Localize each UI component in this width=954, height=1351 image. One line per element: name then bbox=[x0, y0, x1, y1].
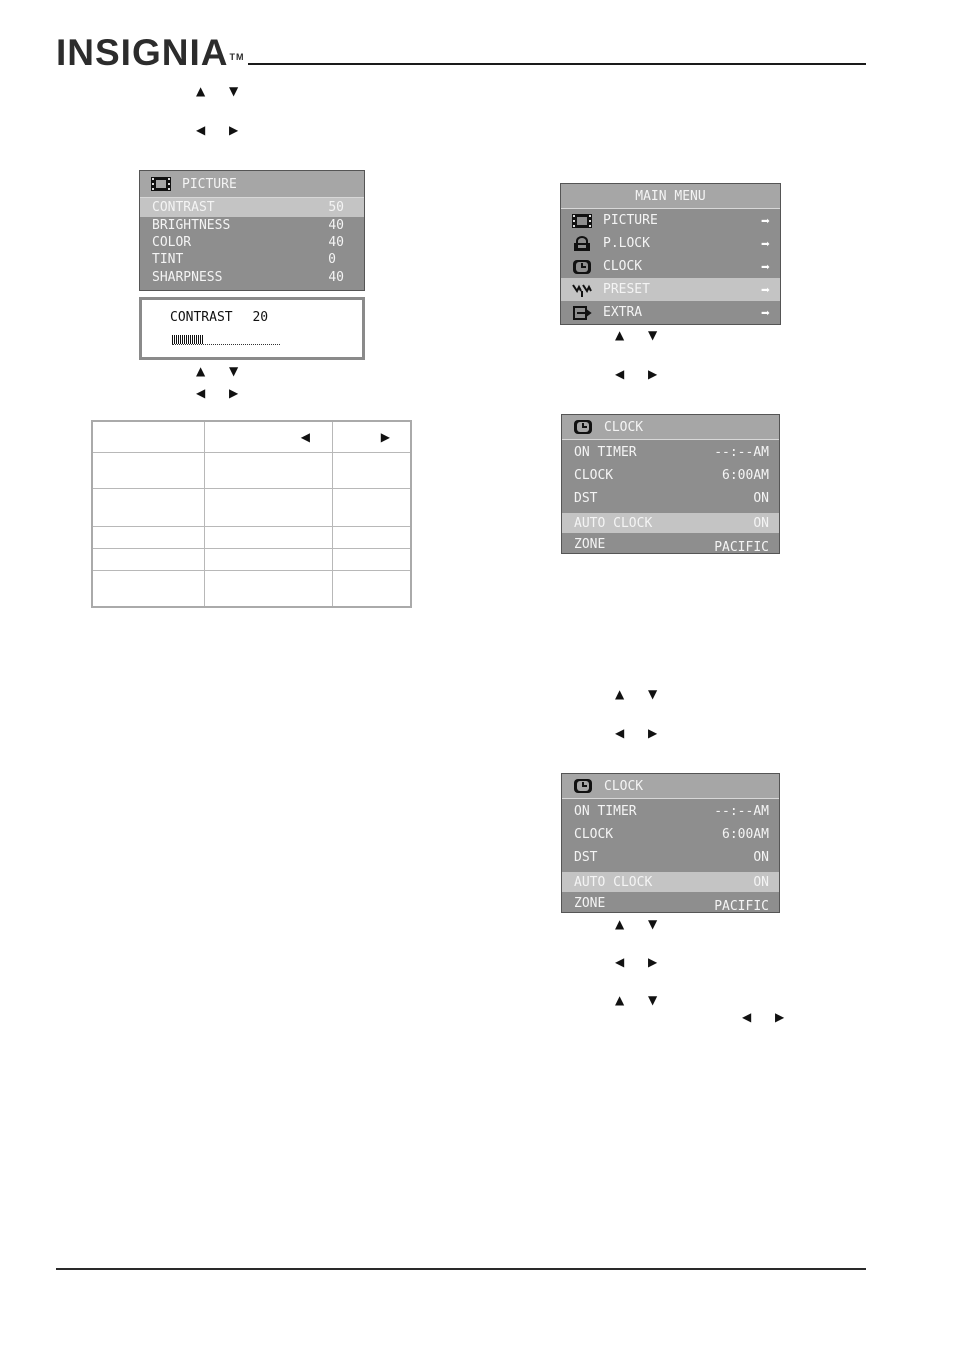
clock-row-on-timer[interactable]: ON TIMER --:--AM bbox=[574, 803, 769, 819]
footer-rule bbox=[56, 1268, 866, 1270]
picture-menu-header bbox=[140, 171, 364, 198]
clock-row-clock[interactable]: CLOCK 6:00AM bbox=[574, 468, 769, 483]
down-arrow-icon: ▼ bbox=[648, 687, 658, 701]
main-menu-item-extra[interactable]: EXTRA ➡ bbox=[561, 301, 780, 324]
left-right-arrows-5 bbox=[615, 955, 681, 969]
slider-track[interactable] bbox=[172, 335, 280, 345]
clock-menu-title: CLOCK bbox=[604, 778, 644, 794]
right-arrow-icon: ▶ bbox=[648, 955, 658, 969]
clock-row-clock[interactable]: CLOCK 6:00AM bbox=[574, 827, 769, 842]
down-arrow-icon: ▼ bbox=[648, 993, 658, 1007]
main-menu-item-clock[interactable]: CLOCK ➡ bbox=[561, 255, 780, 278]
clock-row-dst[interactable]: DST ON bbox=[574, 850, 769, 865]
clock-icon bbox=[571, 259, 593, 275]
right-arrow-icon: ▶ bbox=[648, 726, 658, 740]
left-arrow-icon: ◀ bbox=[742, 1010, 752, 1024]
clock-row-zone[interactable]: ZONE PACIFIC bbox=[574, 536, 769, 555]
clock-menu-1 bbox=[561, 414, 780, 554]
slider-label: CONTRAST bbox=[170, 310, 233, 325]
clock-menu-header bbox=[562, 415, 779, 440]
left-arrow-icon: ◀ bbox=[615, 367, 625, 381]
table-cell bbox=[205, 421, 333, 452]
clock-menu-2 bbox=[561, 773, 780, 913]
left-right-arrows-3 bbox=[615, 367, 681, 381]
picture-menu bbox=[139, 170, 365, 291]
clock-icon bbox=[572, 419, 594, 435]
contrast-slider-box bbox=[139, 297, 365, 360]
clock-icon bbox=[572, 778, 594, 794]
arrow-right-icon: ➡ bbox=[760, 211, 770, 230]
slider-label-row bbox=[170, 310, 268, 325]
arrow-right-icon: ➡ bbox=[760, 234, 770, 253]
lock-icon bbox=[571, 236, 593, 252]
table-cell bbox=[333, 421, 412, 452]
main-menu-title: MAIN MENU bbox=[635, 188, 706, 204]
up-down-arrows-4 bbox=[615, 687, 681, 701]
left-arrow-icon: ◀ bbox=[196, 123, 206, 137]
clock-row-auto-clock[interactable]: AUTO CLOCK ON bbox=[562, 513, 779, 533]
left-right-arrows-2 bbox=[196, 386, 262, 400]
up-down-arrows bbox=[196, 84, 262, 98]
table-header-row bbox=[92, 421, 411, 452]
main-menu bbox=[560, 183, 781, 325]
clock-row-zone[interactable]: ZONE PACIFIC bbox=[574, 895, 769, 914]
left-arrow-icon: ◀ bbox=[615, 726, 625, 740]
film-icon bbox=[150, 176, 172, 192]
clock-row-on-timer[interactable]: ON TIMER --:--AM bbox=[574, 444, 769, 460]
right-arrow-icon: ▶ bbox=[775, 1010, 785, 1024]
right-arrow-icon: ▶ bbox=[380, 429, 390, 444]
input-icon bbox=[571, 305, 593, 321]
right-arrow-icon: ▶ bbox=[229, 386, 239, 400]
clock-menu-title: CLOCK bbox=[604, 419, 644, 435]
clock-row-dst[interactable]: DST ON bbox=[574, 491, 769, 506]
down-arrow-icon: ▼ bbox=[648, 328, 658, 342]
picture-menu-title: PICTURE bbox=[182, 176, 237, 192]
menu-row-brightness[interactable]: BRIGHTNESS 40 bbox=[152, 218, 344, 233]
up-arrow-icon: ▲ bbox=[196, 364, 206, 378]
table-row bbox=[92, 489, 411, 526]
slider-fill bbox=[172, 335, 204, 344]
up-down-arrows-5 bbox=[615, 917, 681, 931]
menu-row-tint[interactable]: TINT 0 bbox=[152, 252, 336, 267]
table-row bbox=[92, 571, 411, 607]
up-arrow-icon: ▲ bbox=[615, 993, 625, 1007]
slider-value: 20 bbox=[252, 310, 269, 325]
table-row bbox=[92, 548, 411, 570]
clock-row-auto-clock[interactable]: AUTO CLOCK ON bbox=[562, 872, 779, 892]
arrow-right-icon: ➡ bbox=[760, 280, 770, 299]
table-row bbox=[92, 452, 411, 488]
up-arrow-icon: ▲ bbox=[615, 328, 625, 342]
main-menu-header bbox=[561, 184, 780, 209]
down-arrow-icon: ▼ bbox=[229, 364, 239, 378]
header-rule bbox=[248, 63, 866, 65]
arrow-right-icon: ➡ bbox=[760, 257, 770, 276]
menu-row-color[interactable]: COLOR 40 bbox=[152, 235, 344, 250]
down-arrow-icon: ▼ bbox=[229, 84, 239, 98]
up-arrow-icon: ▲ bbox=[615, 687, 625, 701]
main-menu-item-plock[interactable]: P.LOCK ➡ bbox=[561, 232, 780, 255]
up-down-arrows-3 bbox=[615, 328, 681, 342]
arrow-right-icon: ➡ bbox=[760, 303, 770, 322]
left-arrow-icon: ◀ bbox=[196, 386, 206, 400]
menu-row-contrast[interactable]: CONTRAST 50 bbox=[140, 198, 364, 217]
left-right-arrows-4 bbox=[615, 726, 681, 740]
left-arrow-icon: ◀ bbox=[300, 429, 310, 444]
adjustment-table bbox=[91, 420, 412, 608]
up-arrow-icon: ▲ bbox=[196, 84, 206, 98]
right-arrow-icon: ▶ bbox=[229, 123, 239, 137]
down-arrow-icon: ▼ bbox=[648, 917, 658, 931]
insignia-logo: INSIGNIA™ bbox=[56, 32, 245, 73]
table-row bbox=[92, 526, 411, 548]
clock-menu-header bbox=[562, 774, 779, 799]
left-right-arrows-6 bbox=[742, 1010, 808, 1024]
up-down-arrows-6 bbox=[615, 993, 681, 1007]
table-cell bbox=[92, 421, 205, 452]
up-down-arrows-2 bbox=[196, 364, 262, 378]
right-arrow-icon: ▶ bbox=[648, 367, 658, 381]
main-menu-item-preset[interactable]: PRESET ➡ bbox=[561, 278, 780, 301]
main-menu-item-picture[interactable]: PICTURE ➡ bbox=[561, 209, 780, 232]
film-icon bbox=[571, 213, 593, 229]
up-arrow-icon: ▲ bbox=[615, 917, 625, 931]
left-arrow-icon: ◀ bbox=[615, 955, 625, 969]
menu-row-sharpness[interactable]: SHARPNESS 40 bbox=[152, 269, 344, 285]
left-right-arrows bbox=[196, 123, 262, 137]
antenna-icon bbox=[571, 282, 593, 298]
